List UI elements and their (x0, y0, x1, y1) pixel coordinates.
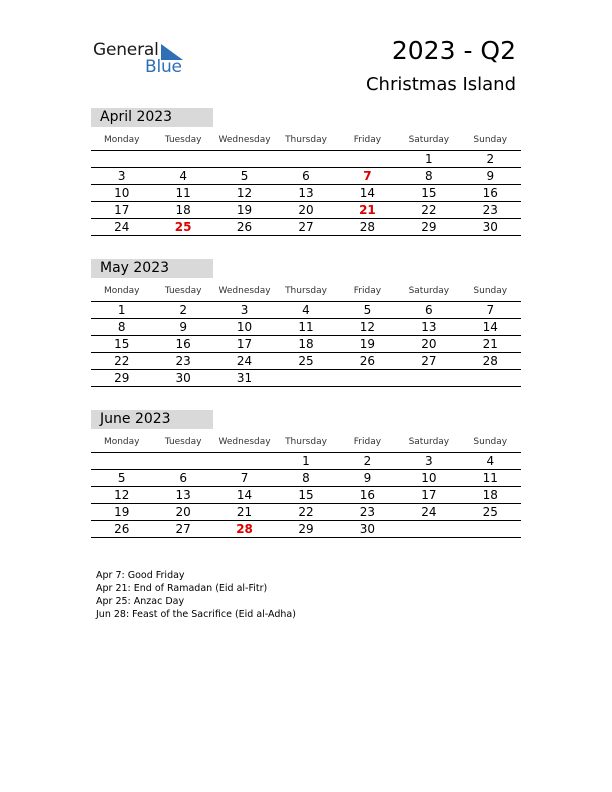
day-cell: 12 (359, 320, 376, 334)
day-cell: 22 (114, 354, 130, 368)
day-cell: 29 (114, 371, 130, 385)
day-cell: 21 (482, 337, 498, 351)
day-cell: 23 (482, 203, 498, 217)
weekday-label: Thursday (285, 437, 327, 447)
day-cell: 30 (359, 522, 376, 536)
day-cell: 18 (175, 203, 191, 217)
day-cell: 18 (298, 337, 314, 351)
week-row (91, 453, 521, 470)
day-cell: 17 (114, 203, 130, 217)
day-cell: 11 (482, 471, 498, 485)
week-row (91, 336, 521, 353)
day-cell: 27 (298, 220, 314, 234)
logo-text-general: General (93, 40, 159, 60)
day-cell: 21 (359, 203, 376, 217)
month-april (91, 108, 521, 236)
day-cell: 24 (114, 220, 130, 234)
day-cell: 4 (486, 454, 495, 468)
day-cell: 15 (298, 488, 314, 502)
holiday-note: Apr 25: Anzac Day (96, 596, 185, 607)
day-cell: 7 (363, 169, 372, 183)
day-cell: 14 (236, 488, 253, 502)
day-cell: 7 (486, 303, 495, 317)
day-cell: 30 (175, 371, 191, 385)
day-cell: 10 (114, 186, 130, 200)
day-cell: 27 (421, 354, 437, 368)
day-cell: 24 (236, 354, 253, 368)
day-cell: 5 (117, 471, 126, 485)
week-row (91, 185, 521, 202)
day-cell: 20 (175, 505, 191, 519)
day-cell: 5 (363, 303, 372, 317)
month-label: April 2023 (91, 108, 213, 127)
day-cell: 29 (298, 522, 314, 536)
day-cell: 5 (240, 169, 249, 183)
page-title: 2023 - Q2 (391, 36, 516, 65)
day-cell: 16 (359, 488, 376, 502)
day-cell: 9 (363, 471, 372, 485)
weekday-label: Monday (103, 286, 140, 296)
day-cell: 8 (117, 320, 126, 334)
day-cell: 7 (240, 471, 249, 485)
day-cell: 25 (482, 505, 498, 519)
weekday-label: Saturday (408, 437, 450, 447)
day-cell: 13 (175, 488, 191, 502)
day-cell: 11 (298, 320, 314, 334)
day-cell: 21 (236, 505, 253, 519)
week-row (91, 353, 521, 370)
logo (93, 40, 193, 80)
weekday-label: Sunday (473, 437, 508, 447)
day-cell: 1 (117, 303, 126, 317)
day-cell: 9 (486, 169, 495, 183)
day-cell: 13 (421, 320, 437, 334)
day-cell: 11 (175, 186, 191, 200)
day-cell: 15 (421, 186, 437, 200)
day-cell: 25 (174, 220, 192, 234)
day-cell: 28 (359, 220, 376, 234)
day-cell: 6 (425, 303, 433, 317)
calendar-body (91, 453, 521, 538)
day-cell: 19 (114, 505, 130, 519)
day-cell: 1 (302, 454, 310, 468)
day-cell: 19 (236, 203, 253, 217)
calendar-body (91, 302, 521, 387)
day-cell: 12 (236, 186, 253, 200)
weekday-label: Saturday (408, 286, 450, 296)
day-cell: 26 (359, 354, 376, 368)
day-cell: 8 (425, 169, 433, 183)
month-label: May 2023 (91, 259, 213, 278)
month-june (91, 410, 521, 538)
week-row (91, 302, 521, 319)
day-cell: 25 (298, 354, 314, 368)
logo-text-blue: Blue (145, 57, 182, 77)
weekday-label: Friday (353, 135, 382, 145)
day-cell: 31 (236, 371, 253, 385)
day-cell: 20 (298, 203, 314, 217)
holiday-note: Jun 28: Feast of the Sacrifice (Eid al-Adha) (96, 609, 296, 620)
page-subtitle: Christmas Island (365, 74, 516, 95)
day-cell: 6 (179, 471, 187, 485)
weekday-label: Saturday (408, 135, 450, 145)
day-cell: 18 (482, 488, 498, 502)
day-cell: 20 (421, 337, 437, 351)
day-cell: 4 (302, 303, 310, 317)
weekday-label: Tuesday (164, 286, 202, 296)
holiday-notes (96, 569, 296, 621)
weekday-label: Friday (353, 286, 382, 296)
holiday-note: Apr 21: End of Ramadan (Eid al-Fitr) (96, 583, 268, 594)
day-cell: 26 (236, 220, 253, 234)
calendar-body (91, 151, 521, 236)
weekday-label: Monday (103, 135, 140, 145)
day-cell: 10 (421, 471, 437, 485)
day-cell: 24 (421, 505, 437, 519)
weekday-label: Wednesday (218, 135, 271, 145)
week-row (91, 487, 521, 504)
weekday-label: Sunday (473, 135, 508, 145)
day-cell: 14 (482, 320, 498, 334)
day-cell: 26 (114, 522, 130, 536)
day-cell: 2 (486, 152, 495, 166)
day-cell: 27 (175, 522, 191, 536)
weekday-header (91, 281, 521, 302)
day-cell: 2 (363, 454, 372, 468)
day-cell: 15 (114, 337, 130, 351)
day-cell: 30 (482, 220, 498, 234)
day-cell: 4 (179, 169, 187, 183)
week-row (91, 319, 521, 336)
weekday-header (91, 432, 521, 453)
week-row (91, 504, 521, 521)
week-row (91, 151, 521, 168)
holiday-note: Apr 7: Good Friday (96, 570, 185, 581)
day-cell: 19 (359, 337, 376, 351)
day-cell: 16 (482, 186, 498, 200)
weekday-label: Wednesday (218, 286, 271, 296)
week-row (91, 219, 521, 236)
weekday-label: Monday (103, 437, 140, 447)
day-cell: 29 (421, 220, 437, 234)
weekday-header (91, 130, 521, 151)
month-label: June 2023 (91, 410, 213, 429)
day-cell: 2 (179, 303, 187, 317)
week-row (91, 370, 521, 387)
day-cell: 16 (175, 337, 191, 351)
weekday-label: Friday (353, 437, 382, 447)
day-cell: 22 (298, 505, 314, 519)
week-row (91, 202, 521, 219)
day-cell: 14 (359, 186, 376, 200)
day-cell: 3 (117, 169, 126, 183)
day-cell: 17 (421, 488, 437, 502)
day-cell: 23 (175, 354, 191, 368)
day-cell: 28 (482, 354, 498, 368)
week-row (91, 168, 521, 185)
week-row (91, 470, 521, 487)
day-cell: 13 (298, 186, 314, 200)
month-may (91, 259, 521, 387)
weekday-label: Thursday (285, 286, 327, 296)
week-row (91, 521, 521, 538)
day-cell: 9 (179, 320, 187, 334)
day-cell: 3 (240, 303, 249, 317)
weekday-label: Tuesday (164, 135, 202, 145)
day-cell: 22 (421, 203, 437, 217)
day-cell: 6 (302, 169, 310, 183)
day-cell: 3 (425, 454, 433, 468)
day-cell: 10 (236, 320, 253, 334)
weekday-label: Thursday (285, 135, 327, 145)
day-cell: 28 (236, 522, 253, 536)
weekday-label: Sunday (473, 286, 508, 296)
day-cell: 23 (359, 505, 376, 519)
weekday-label: Tuesday (164, 437, 202, 447)
day-cell: 1 (425, 152, 433, 166)
weekday-label: Wednesday (218, 437, 271, 447)
day-cell: 8 (302, 471, 310, 485)
day-cell: 12 (114, 488, 130, 502)
day-cell: 17 (236, 337, 253, 351)
